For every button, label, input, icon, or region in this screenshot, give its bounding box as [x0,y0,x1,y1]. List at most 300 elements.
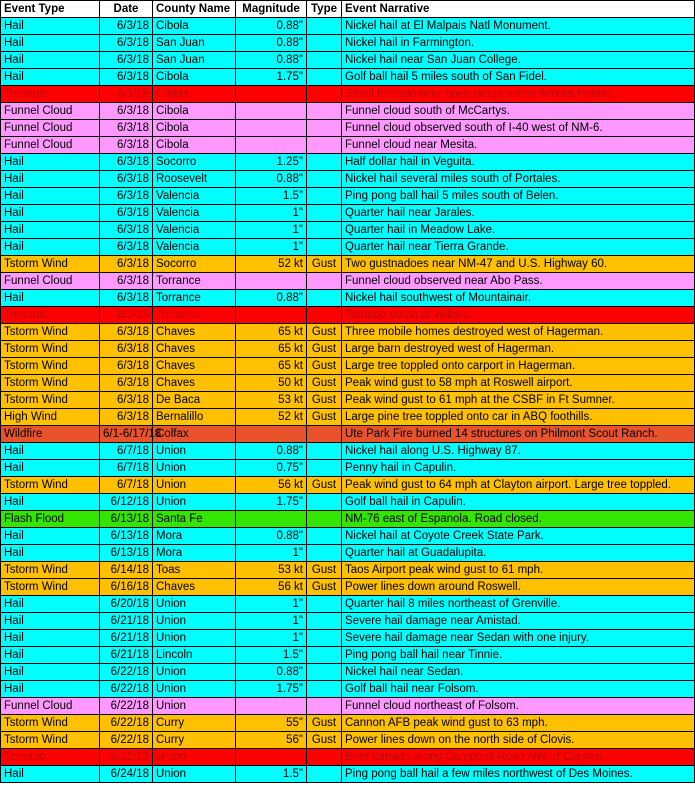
table-row [1,732,695,749]
cell-county[interactable]: San Juan [153,35,236,52]
cell-event-type[interactable]: Hail [1,545,100,562]
cell-event-narrative[interactable]: Large barn destroyed west of Hagerman. [342,341,695,358]
cell-magnitude[interactable]: 1.5" [236,766,307,783]
cell-date[interactable]: 6/22/18 [100,698,153,715]
cell-county[interactable]: Cibola [153,69,236,86]
cell-event-narrative[interactable]: Nickel hail at El Malpais Natl Monument. [342,18,695,35]
cell-event-narrative[interactable]: Two gustnadoes near NM-47 and U.S. Highway 60. [342,256,695,273]
table-row [1,664,695,681]
cell-county[interactable]: Curry [153,715,236,732]
cell-event-type[interactable]: Tstorm Wind [1,732,100,749]
cell-magnitude[interactable]: 1" [236,222,307,239]
cell-magnitude[interactable]: 52 kt [236,409,307,426]
cell-date[interactable]: 6/3/18 [100,52,153,69]
cell-event-narrative[interactable]: Golf ball hail in Capulin. [342,494,695,511]
cell-county[interactable]: Mora [153,528,236,545]
cell-date[interactable]: 6/13/18 [100,528,153,545]
cell-event-narrative[interactable]: Penny hail in Capulin. [342,460,695,477]
cell-event-narrative[interactable]: Golf ball hail 5 miles south of San Fidel. [342,69,695,86]
cell-event-narrative[interactable]: Ping pong ball hail near Tinnie. [342,647,695,664]
cell-county[interactable]: Mora [153,545,236,562]
cell-county[interactable]: Union [153,630,236,647]
cell-county[interactable]: San Juan [153,52,236,69]
cell-magnitude[interactable]: 56" [236,732,307,749]
cell-magnitude[interactable]: 0.88" [236,664,307,681]
cell-magnitude-type[interactable] [307,120,342,137]
cell-date[interactable]: 6/3/18 [100,392,153,409]
cell-date[interactable]: 6/3/18 [100,290,153,307]
cell-date[interactable]: 6/7/18 [100,477,153,494]
table-row [1,579,695,596]
cell-event-narrative[interactable]: Nickel hail several miles south of Portales. [342,171,695,188]
cell-magnitude[interactable] [236,426,307,443]
cell-date[interactable]: 6/1-6/17/18 [100,426,153,443]
cell-magnitude-type[interactable] [307,511,342,528]
cell-date[interactable]: 6/3/18 [100,324,153,341]
table-row [1,766,695,783]
cell-date[interactable]: 6/22/18 [100,681,153,698]
cell-event-narrative[interactable]: Small tornado over open range within Acoma Pueblo. [342,86,695,103]
cell-event-narrative[interactable]: Severe hail damage near Sedan with one injury. [342,630,695,647]
cell-magnitude-type[interactable]: Gust [307,375,342,392]
cell-county[interactable]: Santa Fe [153,511,236,528]
cell-event-type[interactable]: Hail [1,171,100,188]
cell-magnitude-type[interactable] [307,528,342,545]
cell-event-narrative[interactable]: Peak wind gust to 58 mph at Roswell airport. [342,375,695,392]
cell-county[interactable]: Union [153,477,236,494]
cell-county[interactable]: Union [153,460,236,477]
cell-event-type[interactable]: Hail [1,528,100,545]
cell-magnitude[interactable]: 1.75" [236,681,307,698]
cell-event-type[interactable]: Funnel Cloud [1,137,100,154]
cell-event-narrative[interactable]: Quarter hail at Guadalupita. [342,545,695,562]
cell-event-type[interactable]: Hail [1,69,100,86]
cell-event-type[interactable]: Flash Flood [1,511,100,528]
cell-event-narrative[interactable]: Ping pong ball hail a few miles northwest of Des Moines. [342,766,695,783]
cell-magnitude[interactable] [236,86,307,103]
cell-event-narrative[interactable]: Nickel hail at Coyote Creek State Park. [342,528,695,545]
cell-magnitude-type[interactable] [307,86,342,103]
cell-event-type[interactable]: Tornado [1,307,100,324]
table-row [1,188,695,205]
cell-magnitude-type[interactable] [307,205,342,222]
cell-magnitude-type[interactable] [307,188,342,205]
cell-magnitude[interactable]: 0.88" [236,52,307,69]
cell-county[interactable]: Torrance [153,307,236,324]
table-row [1,749,695,766]
table-row [1,52,695,69]
cell-magnitude[interactable] [236,307,307,324]
cell-magnitude-type[interactable]: Gust [307,579,342,596]
cell-date[interactable]: 6/3/18 [100,137,153,154]
cell-magnitude-type[interactable] [307,494,342,511]
cell-event-type[interactable]: Funnel Cloud [1,698,100,715]
cell-event-narrative[interactable]: Funnel cloud northeast of Folsom. [342,698,695,715]
cell-county[interactable]: Cibola [153,120,236,137]
cell-date[interactable]: 6/13/18 [100,511,153,528]
header-date[interactable]: Date [100,1,153,18]
cell-magnitude-type[interactable] [307,52,342,69]
cell-date[interactable]: 6/3/18 [100,35,153,52]
cell-event-narrative[interactable]: Nickel hail near Sedan. [342,664,695,681]
cell-county[interactable]: Valencia [153,205,236,222]
table-row [1,409,695,426]
cell-event-type[interactable]: Hail [1,222,100,239]
cell-magnitude-type[interactable]: Gust [307,358,342,375]
cell-magnitude-type[interactable] [307,749,342,766]
cell-event-type[interactable]: Hail [1,205,100,222]
cell-magnitude[interactable] [236,120,307,137]
cell-event-narrative[interactable]: Quarter hail near Tierra Grande. [342,239,695,256]
cell-county[interactable]: Valencia [153,239,236,256]
cell-magnitude[interactable]: 0.88" [236,35,307,52]
cell-county[interactable]: Union [153,766,236,783]
cell-county[interactable]: Chaves [153,341,236,358]
cell-event-narrative[interactable]: Large tree toppled onto carport in Hagerman. [342,358,695,375]
cell-magnitude[interactable] [236,749,307,766]
cell-event-type[interactable]: Hail [1,18,100,35]
cell-event-narrative[interactable]: Funnel cloud near Mesita. [342,137,695,154]
cell-magnitude[interactable]: 65 kt [236,358,307,375]
cell-magnitude-type[interactable]: Gust [307,477,342,494]
cell-county[interactable]: Chaves [153,324,236,341]
cell-date[interactable]: 6/3/18 [100,171,153,188]
table-row [1,528,695,545]
table-row [1,715,695,732]
cell-date[interactable]: 6/3/18 [100,358,153,375]
cell-county[interactable]: Union [153,613,236,630]
cell-event-type[interactable]: Wildfire [1,426,100,443]
cell-event-type[interactable]: Tstorm Wind [1,715,100,732]
table-row [1,460,695,477]
cell-magnitude-type[interactable]: Gust [307,562,342,579]
cell-magnitude-type[interactable] [307,664,342,681]
cell-county[interactable]: Union [153,494,236,511]
cell-event-type[interactable]: Hail [1,239,100,256]
cell-event-narrative[interactable]: Peak wind gust to 64 mph at Clayton airport. Large tree toppled. [342,477,695,494]
cell-event-type[interactable]: Hail [1,460,100,477]
table-row [1,239,695,256]
cell-event-type[interactable]: Hail [1,154,100,171]
cell-magnitude-type[interactable] [307,596,342,613]
cell-magnitude-type[interactable] [307,443,342,460]
cell-event-type[interactable]: Hail [1,290,100,307]
table-row [1,426,695,443]
cell-date[interactable]: 6/22/18 [100,732,153,749]
cell-magnitude[interactable]: 1.5" [236,647,307,664]
cell-event-type[interactable]: Hail [1,52,100,69]
cell-date[interactable]: 6/3/18 [100,18,153,35]
cell-magnitude[interactable]: 53 kt [236,562,307,579]
cell-magnitude-type[interactable] [307,171,342,188]
cell-event-type[interactable]: Hail [1,596,100,613]
cell-event-narrative[interactable]: Funnel cloud observed south of I-40 west of NM-6. [342,120,695,137]
cell-magnitude[interactable]: 1" [236,205,307,222]
cell-date[interactable]: 6/3/18 [100,341,153,358]
cell-county[interactable]: Torrance [153,290,236,307]
cell-date[interactable]: 6/14/18 [100,562,153,579]
cell-event-type[interactable]: Hail [1,766,100,783]
cell-magnitude[interactable]: 1.75" [236,494,307,511]
cell-county[interactable]: Valencia [153,188,236,205]
table-row [1,273,695,290]
cell-date[interactable]: 6/21/18 [100,613,153,630]
cell-event-type[interactable]: Tstorm Wind [1,256,100,273]
cell-event-narrative[interactable]: Three mobile homes destroyed west of Hagerman. [342,324,695,341]
cell-event-narrative[interactable]: Cannon AFB peak wind gust to 63 mph. [342,715,695,732]
cell-magnitude-type[interactable]: Gust [307,256,342,273]
cell-magnitude[interactable]: 53 kt [236,392,307,409]
cell-magnitude[interactable]: 1.75" [236,69,307,86]
cell-event-type[interactable]: Hail [1,188,100,205]
cell-event-narrative[interactable]: Large pine tree toppled onto car in ABQ foothills. [342,409,695,426]
cell-county[interactable]: Union [153,698,236,715]
cell-magnitude[interactable]: 0.88" [236,290,307,307]
cell-magnitude-type[interactable]: Gust [307,392,342,409]
cell-event-narrative[interactable]: Ping pong ball hail 5 miles south of Belen. [342,188,695,205]
cell-event-type[interactable]: Hail [1,613,100,630]
cell-magnitude-type[interactable] [307,545,342,562]
cell-county[interactable]: Bernalillo [153,409,236,426]
cell-county[interactable]: Union [153,664,236,681]
cell-event-narrative[interactable]: Peak wind gust to 61 mph at the CSBF in Ft Sumner. [342,392,695,409]
cell-magnitude[interactable]: 56 kt [236,477,307,494]
cell-date[interactable]: 6/3/18 [100,256,153,273]
table-row [1,86,695,103]
cell-county[interactable]: Cibola [153,103,236,120]
cell-magnitude-type[interactable] [307,35,342,52]
cell-event-narrative[interactable]: Half dollar hail in Veguita. [342,154,695,171]
cell-event-type[interactable]: Funnel Cloud [1,120,100,137]
cell-county[interactable]: Socorro [153,154,236,171]
cell-date[interactable]: 6/3/18 [100,239,153,256]
cell-county[interactable]: Valencia [153,222,236,239]
cell-county[interactable]: Cibola [153,18,236,35]
table-row [1,562,695,579]
cell-magnitude[interactable]: 0.75" [236,460,307,477]
cell-event-type[interactable]: Funnel Cloud [1,103,100,120]
cell-magnitude-type[interactable] [307,426,342,443]
cell-date[interactable]: 6/13/18 [100,545,153,562]
cell-county[interactable]: Chaves [153,358,236,375]
cell-event-narrative[interactable]: Nickel hail near San Juan College. [342,52,695,69]
cell-magnitude-type[interactable] [307,154,342,171]
cell-event-narrative[interactable]: Nickel hail southwest of Mountainair. [342,290,695,307]
cell-magnitude[interactable] [236,273,307,290]
cell-date[interactable]: 6/3/18 [100,154,153,171]
cell-date[interactable]: 6/3/18 [100,120,153,137]
cell-magnitude[interactable]: 0.88" [236,443,307,460]
cell-magnitude-type[interactable] [307,460,342,477]
cell-event-type[interactable]: Tstorm Wind [1,341,100,358]
cell-magnitude-type[interactable] [307,137,342,154]
cell-magnitude-type[interactable] [307,681,342,698]
cell-magnitude-type[interactable] [307,290,342,307]
cell-date[interactable]: 6/3/18 [100,307,153,324]
cell-county[interactable]: De Baca [153,392,236,409]
cell-date[interactable]: 6/24/18 [100,766,153,783]
cell-date[interactable]: 6/21/18 [100,647,153,664]
cell-magnitude-type[interactable] [307,222,342,239]
table-row [1,596,695,613]
cell-magnitude[interactable]: 1.25" [236,154,307,171]
cell-event-narrative[interactable]: Tornado south of Willard. [342,307,695,324]
cell-event-narrative[interactable]: Brief tornado along Campbell Road NW of Clayton. [342,749,695,766]
cell-county[interactable]: Union [153,596,236,613]
cell-county[interactable]: Union [153,749,236,766]
cell-magnitude[interactable]: 0.88" [236,171,307,188]
cell-event-narrative[interactable]: Ute Park Fire burned 14 structures on Philmont Scout Ranch. [342,426,695,443]
table-row [1,120,695,137]
cell-magnitude-type[interactable] [307,630,342,647]
cell-date[interactable]: 6/3/18 [100,86,153,103]
header-row [1,1,695,18]
cell-date[interactable]: 6/16/18 [100,579,153,596]
cell-magnitude[interactable]: 55" [236,715,307,732]
cell-event-type[interactable]: Tstorm Wind [1,579,100,596]
cell-county[interactable]: Curry [153,732,236,749]
cell-event-type[interactable]: Tstorm Wind [1,358,100,375]
cell-event-narrative[interactable]: NM-76 east of Espanola. Road closed. [342,511,695,528]
cell-date[interactable]: 6/3/18 [100,409,153,426]
cell-event-narrative[interactable]: Taos Airport peak wind gust to 61 mph. [342,562,695,579]
cell-date[interactable]: 6/3/18 [100,103,153,120]
cell-date[interactable]: 6/3/18 [100,188,153,205]
cell-event-type[interactable]: Hail [1,443,100,460]
cell-event-type[interactable]: Hail [1,494,100,511]
cell-magnitude-type[interactable]: Gust [307,715,342,732]
cell-county[interactable]: Colfax [153,426,236,443]
cell-county[interactable]: Chaves [153,375,236,392]
cell-magnitude[interactable]: 1" [236,630,307,647]
cell-magnitude[interactable]: 50 kt [236,375,307,392]
cell-county[interactable]: Socorro [153,256,236,273]
cell-date[interactable]: 6/3/18 [100,205,153,222]
cell-event-type[interactable]: Tstorm Wind [1,324,100,341]
header-county-name[interactable]: County Name [153,1,236,18]
header-event-type[interactable]: Event Type [1,1,100,18]
cell-county[interactable]: Union [153,681,236,698]
cell-event-type[interactable]: Tstorm Wind [1,562,100,579]
cell-date[interactable]: 6/3/18 [100,273,153,290]
cell-magnitude[interactable] [236,103,307,120]
cell-county[interactable]: Cibola [153,137,236,154]
cell-event-type[interactable]: Funnel Cloud [1,273,100,290]
cell-date[interactable]: 6/3/18 [100,222,153,239]
cell-date[interactable]: 6/22/18 [100,749,153,766]
cell-event-narrative[interactable]: Quarter hail 8 miles northeast of Grenville. [342,596,695,613]
cell-event-type[interactable]: Tstorm Wind [1,477,100,494]
cell-magnitude[interactable]: 1" [236,613,307,630]
cell-event-narrative[interactable]: Nickel hail in Farmington. [342,35,695,52]
cell-date[interactable]: 6/3/18 [100,69,153,86]
cell-event-narrative[interactable]: Golf ball hail near Folsom. [342,681,695,698]
table-row [1,630,695,647]
cell-event-type[interactable]: Tstorm Wind [1,392,100,409]
cell-event-type[interactable]: Tornado [1,749,100,766]
cell-date[interactable]: 6/12/18 [100,494,153,511]
cell-event-type[interactable]: Hail [1,664,100,681]
cell-date[interactable]: 6/20/18 [100,596,153,613]
cell-event-type[interactable]: Hail [1,681,100,698]
cell-magnitude[interactable]: 0.88" [236,528,307,545]
cell-event-type[interactable]: High Wind [1,409,100,426]
cell-magnitude-type[interactable] [307,18,342,35]
table-row [1,18,695,35]
cell-county[interactable]: Toas [153,562,236,579]
cell-magnitude-type[interactable] [307,239,342,256]
table-row [1,341,695,358]
cell-magnitude-type[interactable]: Gust [307,341,342,358]
header-type[interactable]: Type [307,1,342,18]
cell-magnitude-type[interactable] [307,103,342,120]
cell-date[interactable]: 6/7/18 [100,443,153,460]
cell-county[interactable]: Union [153,443,236,460]
cell-magnitude[interactable] [236,698,307,715]
header-magnitude[interactable]: Magnitude [236,1,307,18]
cell-event-narrative[interactable]: Quarter hail near Jarales. [342,205,695,222]
cell-event-narrative[interactable]: Power lines down on the north side of Clovis. [342,732,695,749]
cell-date[interactable]: 6/7/18 [100,460,153,477]
cell-magnitude[interactable]: 1.5" [236,188,307,205]
table-row [1,69,695,86]
cell-event-type[interactable]: Hail [1,35,100,52]
cell-date[interactable]: 6/3/18 [100,375,153,392]
cell-date[interactable]: 6/21/18 [100,630,153,647]
cell-event-narrative[interactable]: Funnel cloud south of McCartys. [342,103,695,120]
cell-magnitude-type[interactable] [307,307,342,324]
cell-event-narrative[interactable]: Power lines down around Roswell. [342,579,695,596]
cell-magnitude-type[interactable] [307,613,342,630]
cell-magnitude[interactable] [236,511,307,528]
cell-magnitude-type[interactable] [307,69,342,86]
cell-event-narrative[interactable]: Quarter hail in Meadow Lake. [342,222,695,239]
cell-county[interactable]: Cibola [153,86,236,103]
cell-magnitude[interactable] [236,137,307,154]
cell-magnitude-type[interactable] [307,698,342,715]
cell-county[interactable]: Chaves [153,579,236,596]
cell-county[interactable]: Lincoln [153,647,236,664]
cell-magnitude[interactable]: 65 kt [236,341,307,358]
table-row [1,137,695,154]
cell-event-type[interactable]: Tornado [1,86,100,103]
cell-magnitude[interactable]: 1" [236,596,307,613]
cell-magnitude[interactable]: 56 kt [236,579,307,596]
cell-event-narrative[interactable]: Severe hail damage near Amistad. [342,613,695,630]
cell-magnitude[interactable]: 1" [236,239,307,256]
cell-magnitude[interactable]: 1" [236,545,307,562]
cell-magnitude-type[interactable]: Gust [307,732,342,749]
cell-date[interactable]: 6/22/18 [100,664,153,681]
cell-event-type[interactable]: Hail [1,647,100,664]
header-event-narrative[interactable]: Event Narrative [342,1,695,18]
cell-county[interactable]: Torrance [153,273,236,290]
cell-date[interactable]: 6/22/18 [100,715,153,732]
cell-event-narrative[interactable]: Funnel cloud observed near Abo Pass. [342,273,695,290]
cell-magnitude-type[interactable] [307,273,342,290]
cell-event-narrative[interactable]: Nickel hail along U.S. Highway 87. [342,443,695,460]
cell-magnitude-type[interactable] [307,766,342,783]
cell-magnitude[interactable]: 0.88" [236,18,307,35]
cell-county[interactable]: Roosevelt [153,171,236,188]
cell-magnitude[interactable]: 52 kt [236,256,307,273]
cell-event-type[interactable]: Tstorm Wind [1,375,100,392]
cell-magnitude[interactable]: 65 kt [236,324,307,341]
cell-event-type[interactable]: Hail [1,630,100,647]
cell-magnitude-type[interactable]: Gust [307,409,342,426]
cell-magnitude-type[interactable]: Gust [307,324,342,341]
cell-magnitude-type[interactable] [307,647,342,664]
